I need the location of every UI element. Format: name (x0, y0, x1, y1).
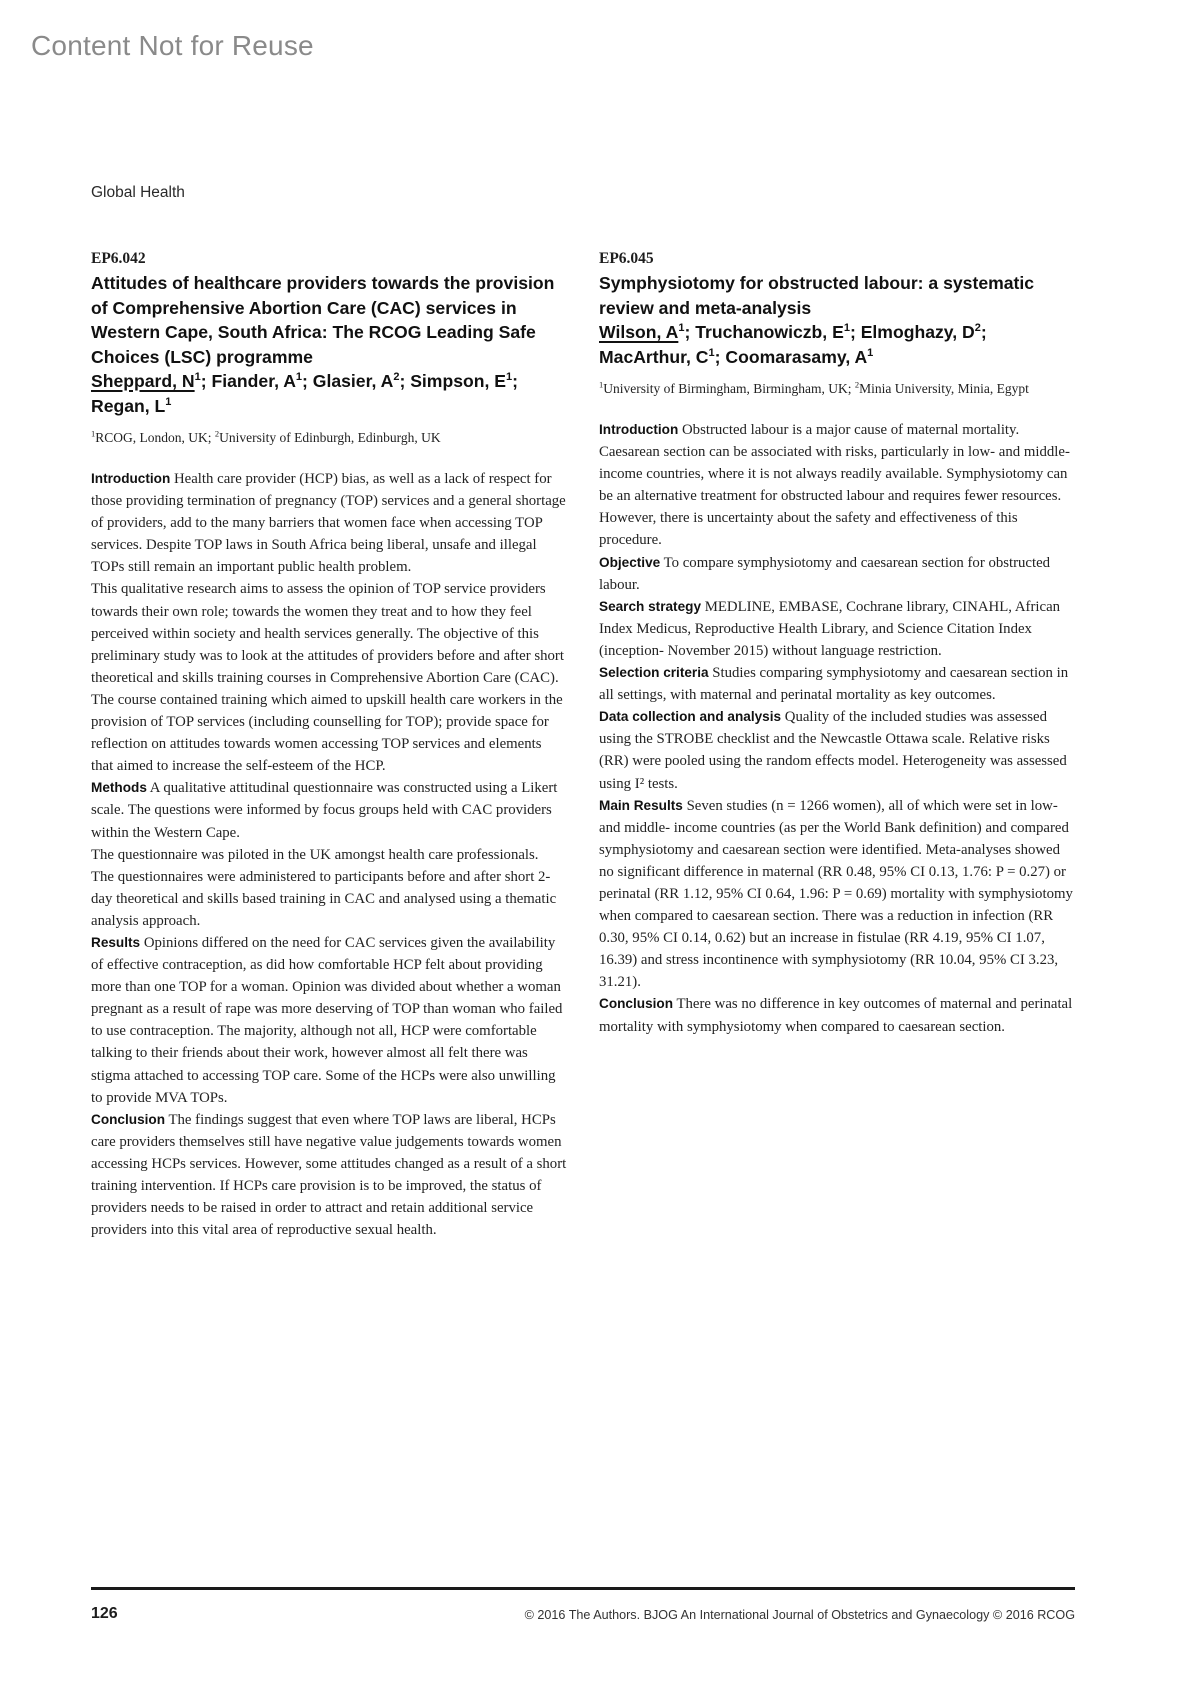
abstract-paragraph (91, 468, 567, 578)
author-separator: ; (849, 322, 861, 342)
paragraph-label: Results (91, 934, 141, 950)
abstract-paragraph (599, 795, 1075, 994)
paragraph-text: Opinions differed on the need for CAC services given the availability of effective contraception, as did how comfortable HCP felt about providing more than one TOP for a woman. Opinion was divided about whether a woman pregnant as a result of rape was more deserving of TOP than woman who failed to use contraception. The majority, although not all, HCP were comfortable talking to their friends about their work, however almost all felt there was stigma attached to accessing TOP care. Some of the HCPs were also unwilling to provide MVA TOPs. (91, 934, 563, 1106)
paragraph-text: Studies comparing symphysiotomy and caesarean section in all settings, with maternal and perinatal mortality as key outcomes. (599, 665, 1069, 704)
abstract-paragraph (599, 419, 1075, 552)
author-affiliation-mark: 2 (974, 322, 981, 335)
paragraph-label: Selection criteria (599, 665, 709, 681)
author-name: Elmoghazy, D (860, 322, 975, 342)
watermark: Content Not for Reuse (31, 30, 314, 61)
abstract-paragraph (599, 662, 1075, 706)
author (599, 347, 725, 367)
author (91, 371, 212, 391)
paragraph-text: The questionnaires were administered to participants before and after short 2-day theoretical and skills based training in CAC and analysed using a thematic analysis approach. (91, 868, 557, 929)
affiliation-text: University of Edinburgh, Edinburgh, UK (219, 430, 441, 445)
affiliation-mark: 1 (599, 379, 604, 390)
abstract-id: EP6.045 (599, 250, 654, 267)
author (91, 396, 171, 416)
author-separator: ; (512, 371, 518, 391)
abstract-id: EP6.042 (91, 250, 146, 267)
author-affiliation-mark: 1 (194, 371, 201, 384)
abstract-paragraph (599, 993, 1075, 1037)
author-affiliation-mark: 1 (295, 371, 303, 384)
author-name: Simpson, E (410, 371, 506, 391)
author (695, 322, 860, 342)
author-separator: ; (200, 371, 212, 391)
affiliations (599, 379, 1075, 398)
paragraph-label: Introduction (599, 422, 679, 437)
abstract-paragraph (91, 844, 567, 866)
abstract-paragraph (599, 706, 1075, 794)
author-separator: ; (399, 371, 411, 391)
paragraph-text: Seven studies (n = 1266 women), all of which were set in low- and middle- income countries (as per the World Bank definition) and compared symphysiotomy and caesarean section were identified. Meta-analyses showed no significant difference in maternal (RR 0.48, 95% CI 0.13, 1.76: P = 0.27) or perinatal (RR 1.12, 95% CI 0.64, 1.96: P = 0.69) mortality with symphysiotomy when compared to caesarean section. There was a reduction in infection (RR 0.30, 95% CI 0.14, 0.62) but an increase in fistulae (RR 4.19, 95% CI 1.07, 16.39) and stress incontinence with symphysiotomy (RR 10.04, 95% CI 3.23, 31.21). (599, 797, 1073, 991)
abstract-left (91, 249, 567, 1241)
paragraph-label: Data collection and analysis (599, 709, 782, 725)
author-name: Regan, L (91, 395, 166, 416)
author-name: Glasier, A (312, 371, 394, 391)
paragraph-text: There was no difference in key outcomes of maternal and perinatal mortality with symphysiotomy when compared to caesarean section. (599, 996, 1073, 1035)
paragraph-label: Search strategy (599, 598, 702, 614)
author-affiliation-mark: 1 (843, 322, 850, 335)
abstract-paragraph (599, 552, 1075, 596)
affiliation-mark: 1 (91, 428, 96, 439)
page-number: 126 (91, 1605, 118, 1622)
author-affiliation-mark: 1 (506, 371, 513, 384)
author-affiliation-mark: 1 (678, 322, 685, 335)
affiliation-mark: 2 (214, 428, 220, 439)
abstract-paragraph (91, 777, 567, 843)
author-separator: ; (980, 322, 987, 342)
paragraph-text: Health care provider (HCP) bias, as well as a lack of respect for those providing termination of pregnancy (TOP) services and a general shortage of providers, add to the many barriers that women face when accessing TOP services. Despite TOP laws in South Africa being liberal, unsafe and illegal TOPs still remain an important public health problem. (91, 471, 566, 576)
paragraph-label: Main Results (599, 797, 683, 813)
author-list (599, 320, 1075, 369)
paragraph-text: A qualitative attitudinal questionnaire was constructed using a Likert scale. The questions were informed by focus groups held with CAC providers within the Western Cape. (91, 780, 558, 841)
paragraph-text: The findings suggest that even where TOP laws are liberal, HCPs care providers themselves still have negative value judgements towards women accessing HCPs services. However, some attitudes changed as a result of a short training intervention. If HCPs care provision is to be improved, the status of providers needs to be raised in order to attract and retain additional service providers into this vital area of reproductive sexual health. (91, 1111, 567, 1239)
abstract-title: Symphysiotomy for obstructed labour: a systematic review and meta-analysis (599, 273, 1035, 318)
author (212, 371, 313, 391)
author (861, 322, 987, 342)
abstract-paragraph (91, 578, 567, 777)
footer-rule (91, 1587, 1075, 1590)
author-affiliation-mark: 1 (165, 395, 172, 408)
affiliation-text: RCOG, London, UK; (95, 430, 215, 445)
abstract-title: Attitudes of healthcare providers towards the provision of Comprehensive Abortion Care (CAC) services in Western Cape, South Africa: The RCOG Leading Safe Choices (LSC) programme (91, 273, 555, 367)
author (725, 347, 873, 367)
paragraph-label: Conclusion (599, 996, 674, 1012)
paragraph-text: Obstructed labour is a major cause of maternal mortality. Caesarean section can be associated with risks, particularly in low- and middle- income countries, where it is not always readily available. Symphysiotomy can be an alternative treatment for obstructed labour and requires fewer resources. However, there is uncertainty about the safety and effectiveness of this procedure. (599, 422, 1070, 549)
affiliation-text: Minia University, Minia, Egypt (859, 381, 1029, 396)
author-separator: ; (302, 371, 313, 391)
paragraph-label: Introduction (91, 471, 171, 486)
author-affiliation-mark: 1 (708, 346, 715, 359)
paragraph-label: Objective (599, 554, 661, 570)
affiliation-mark: 2 (854, 379, 860, 390)
author-name: Fiander, A (211, 371, 296, 391)
abstract-paragraph (599, 596, 1075, 662)
abstract-paragraph (91, 866, 567, 932)
author-affiliation-mark: 2 (393, 371, 400, 384)
author (599, 322, 695, 342)
author-name: Sheppard, N (91, 371, 195, 391)
copyright-notice: © 2016 The Authors. BJOG An International Journal of Obstetrics and Gynaecology © 2016 RCOG (524, 1608, 1075, 1622)
author (410, 371, 518, 391)
paragraph-text: This qualitative research aims to assess the opinion of TOP service providers towards their own role; towards the women they treat and to how they feel perceived within society and health services generally. The objective of this preliminary study was to look at the attitudes of providers before and after short theoretical and skills training courses in Comprehensive Abortion Care (CAC). The course contained training which aimed to upskill health care workers in the provision of TOP services (including counselling for TOP); provide space for reflection on attitudes towards women accessing TOP services and elements that aimed to increase the self-esteem of the HCP. (91, 581, 564, 775)
affiliations (91, 428, 567, 447)
abstract-right (599, 249, 1075, 1038)
abstract-paragraph (91, 1109, 567, 1242)
author-name: MacArthur, C (599, 346, 709, 367)
paragraph-label: Methods (91, 780, 147, 796)
author-separator: ; (684, 322, 696, 342)
affiliation-text: University of Birmingham, Birmingham, UK; (603, 381, 855, 396)
section-label: Global Health (91, 184, 185, 201)
abstract-body (91, 468, 567, 1241)
author-list (91, 369, 567, 418)
paragraph-text: MEDLINE, EMBASE, Cochrane library, CINAHL, African Index Medicus, Reproductive Health Library, and Science Citation Index (inception- November 2015) without language restriction. (599, 598, 1061, 659)
paragraph-text: The questionnaire was piloted in the UK amongst health care professionals. (91, 846, 539, 863)
author-name: Coomarasamy, A (725, 346, 868, 367)
paragraph-text: To compare symphysiotomy and caesarean section for obstructed labour. (599, 554, 1051, 593)
author-name: Wilson, A (599, 322, 679, 342)
paragraph-text: Quality of the included studies was assessed using the STROBE checklist and the Newcastle Ottawa scale. Relative risks (RR) were pooled using the random effects model. Heterogeneity was assessed using I² tests. (599, 709, 1067, 792)
author (313, 371, 410, 391)
author-separator: ; (714, 346, 726, 367)
paragraph-label: Conclusion (91, 1111, 166, 1127)
author-affiliation-mark: 1 (867, 346, 874, 359)
author-name: Truchanowiczb, E (695, 322, 844, 342)
abstract-paragraph (91, 932, 567, 1109)
abstract-body (599, 419, 1075, 1038)
